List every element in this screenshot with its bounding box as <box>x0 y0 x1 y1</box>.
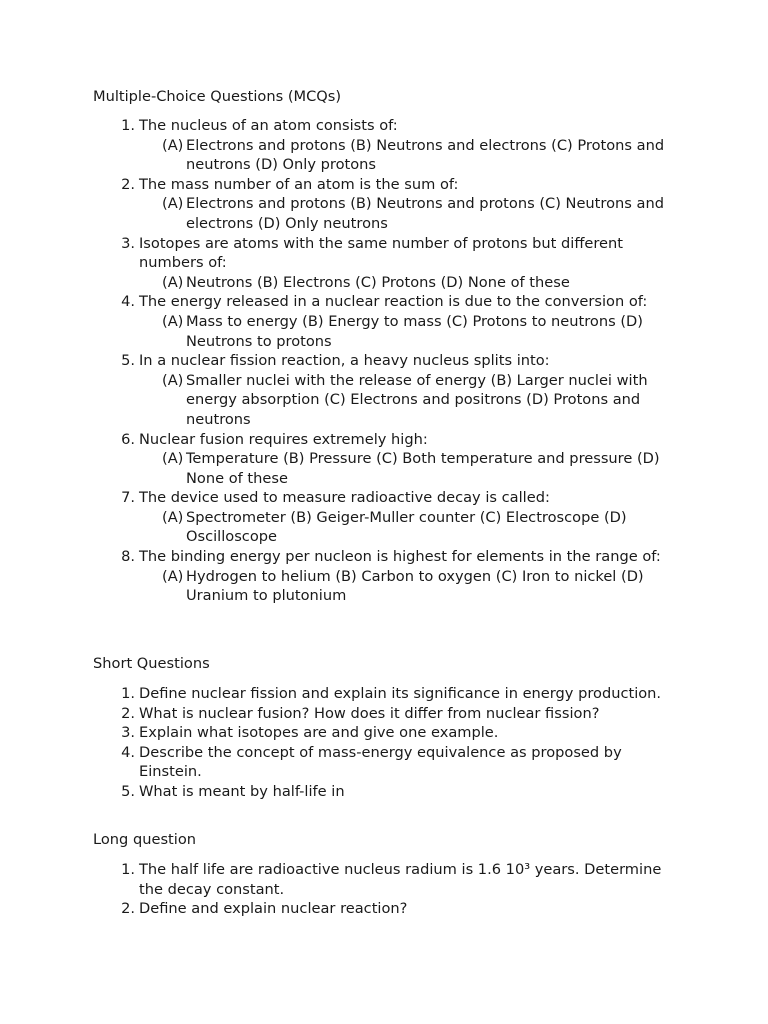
short-questions-heading: Short Questions <box>93 655 210 672</box>
option-label: (A) <box>162 195 184 213</box>
question-text: The mass number of an atom is the sum of: <box>139 175 459 193</box>
option-text: Smaller nuclei with the release of energy (B) Larger nuclei with energy absorption (C) Electrons and positrons (D) Protons and neutrons <box>186 371 648 428</box>
question-text: Nuclear fusion requires extremely high: <box>139 430 428 448</box>
mcq-options <box>0 136 676 175</box>
question-number: 4. <box>121 743 135 761</box>
short-question <box>0 704 669 724</box>
option-label: (A) <box>162 371 184 389</box>
long-question-heading: Long question <box>93 831 197 848</box>
mcq-options <box>0 312 676 351</box>
question-number: 1. <box>121 861 135 878</box>
short-question <box>0 723 669 743</box>
question-text: The energy released in a nuclear reaction is due to the conversion of: <box>139 293 648 311</box>
mcq-heading: Multiple-Choice Questions (MCQs) <box>93 88 342 105</box>
option-text: Neutrons (B) Electrons (C) Protons (D) None of these <box>186 273 570 291</box>
question-number: 4. <box>121 293 135 311</box>
mcq-question <box>0 547 669 567</box>
mcq-options <box>0 273 676 293</box>
mcq-list <box>0 116 768 606</box>
short-question <box>0 684 669 704</box>
option-label: (A) <box>162 273 184 291</box>
option-label: (A) <box>162 136 184 154</box>
mcq-question <box>0 430 669 450</box>
question-text: Define and explain nuclear reaction? <box>139 900 408 918</box>
question-number: 3. <box>121 234 135 252</box>
option-text: Electrons and protons (B) Neutrons and electrons (C) Protons and neutrons (D) Only protons <box>186 136 665 174</box>
option-label: (A) <box>162 450 184 468</box>
question-number: 7. <box>121 489 135 507</box>
question-text: Isotopes are atoms with the same number of protons but different numbers of: <box>139 234 624 272</box>
long-question <box>0 860 669 899</box>
option-text: Spectrometer (B) Geiger-Muller counter (C) Electroscope (D) Oscilloscope <box>186 508 627 546</box>
mcq-question <box>0 351 669 371</box>
option-text: Electrons and protons (B) Neutrons and protons (C) Neutrons and electrons (D) Only neutrons <box>186 195 664 232</box>
question-text: The half life are radioactive nucleus radium is 1.6 10³ years. Determine the decay constant. <box>139 861 662 898</box>
mcq-question <box>0 488 669 508</box>
short-questions-list <box>0 684 768 802</box>
mcq-question <box>0 116 669 136</box>
question-text: The binding energy per nucleon is highest for elements in the range of: <box>139 548 661 566</box>
question-text: Describe the concept of mass-energy equivalence as proposed by Einstein. <box>139 743 622 781</box>
question-text: What is nuclear fusion? How does it differ from nuclear fission? <box>139 704 600 722</box>
question-text: What is meant by half-life in <box>139 782 345 800</box>
option-text: Temperature (B) Pressure (C) Both temperature and pressure (D) None of these <box>186 450 660 487</box>
option-label: (A) <box>162 567 184 585</box>
question-number: 2. <box>121 175 135 193</box>
mcq-question <box>0 292 669 312</box>
option-label: (A) <box>162 312 184 330</box>
option-label: (A) <box>162 508 184 526</box>
question-number: 5. <box>121 782 135 800</box>
mcq-options <box>0 194 676 233</box>
question-number: 3. <box>121 724 135 742</box>
question-number: 1. <box>121 685 135 702</box>
question-number: 2. <box>121 704 135 722</box>
mcq-options <box>0 508 676 547</box>
question-text: In a nuclear fission reaction, a heavy nucleus splits into: <box>139 352 550 370</box>
mcq-options <box>0 449 676 488</box>
question-text: Explain what isotopes are and give one example. <box>139 724 499 742</box>
question-text: The device used to measure radioactive decay is called: <box>139 489 550 507</box>
option-text: Mass to energy (B) Energy to mass (C) Protons to neutrons (D) Neutrons to protons <box>186 312 643 350</box>
question-number: 6. <box>121 430 135 448</box>
long-questions-list <box>0 860 768 919</box>
short-question <box>0 782 669 802</box>
question-number: 5. <box>121 352 135 370</box>
option-text: Hydrogen to helium (B) Carbon to oxygen (C) Iron to nickel (D) Uranium to plutonium <box>186 567 644 605</box>
mcq-options <box>0 567 676 606</box>
question-number: 8. <box>121 548 135 566</box>
long-question <box>0 899 669 919</box>
short-question <box>0 743 669 782</box>
question-text: The nucleus of an atom consists of: <box>139 117 398 134</box>
mcq-options <box>0 371 676 430</box>
question-text: Define nuclear fission and explain its significance in energy production. <box>139 685 662 702</box>
mcq-question <box>0 175 669 195</box>
mcq-question <box>0 234 669 273</box>
question-number: 2. <box>121 900 135 918</box>
question-number: 1. <box>121 117 135 134</box>
